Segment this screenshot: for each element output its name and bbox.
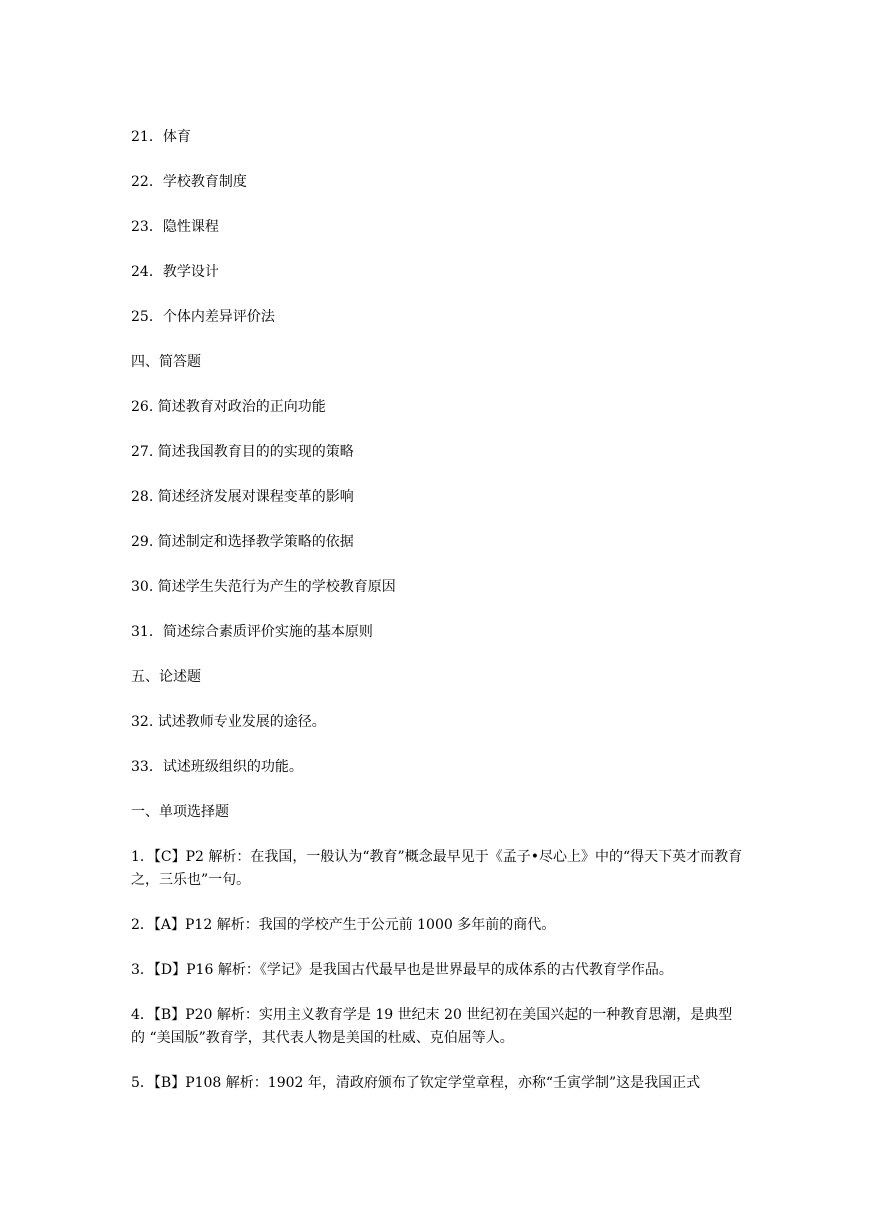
question-33: 33．试述班级组织的功能。 bbox=[131, 759, 303, 775]
question-32: 32. 试述教师专业发展的途径。 bbox=[131, 714, 326, 730]
answer-5: 5．【B】P108 解析：1902 年，清政府颁布了钦定学堂章程，亦称“壬寅学制”这是我国正式 bbox=[131, 1075, 701, 1091]
answer-1: 1．【C】P2 解析：在我国，一般认为“教育”概念最早见于《孟子•尽心上》中的“得天下英才而教育之，三乐也”一句。 bbox=[131, 849, 743, 888]
question-27: 27. 简述我国教育目的的实现的策略 bbox=[131, 444, 354, 460]
answer-3: 3．【D】P16 解析：《学记》是我国古代最早也是世界最早的成体系的古代教育学作品。 bbox=[131, 962, 673, 978]
section-short-answer-heading: 四、简答题 bbox=[131, 354, 201, 370]
question-28: 28. 简述经济发展对课程变革的影响 bbox=[131, 489, 354, 505]
answer-2: 2．【A】P12 解析：我国的学校产生于公元前 1000 多年前的商代。 bbox=[131, 917, 556, 933]
item-25-term: 25．个体内差异评价法 bbox=[131, 309, 275, 325]
question-29: 29. 简述制定和选择教学策略的依据 bbox=[131, 534, 354, 550]
item-24-term: 24．教学设计 bbox=[131, 264, 219, 280]
section-essay-heading: 五、论述题 bbox=[131, 669, 201, 685]
question-30: 30. 简述学生失范行为产生的学校教育原因 bbox=[131, 579, 396, 595]
section-single-choice-heading: 一、单项选择题 bbox=[131, 804, 229, 820]
document-page bbox=[131, 126, 743, 1117]
item-23-term: 23．隐性课程 bbox=[131, 219, 219, 235]
answer-4: 4．【B】P20 解析：实用主义教育学是 19 世纪末 20 世纪初在美国兴起的一种教育思潮，是典型的 “美国版”教育学，其代表人物是美国的杜威、克伯屈等人。 bbox=[131, 1007, 733, 1046]
item-22-term: 22．学校教育制度 bbox=[131, 174, 247, 190]
item-21-term: 21．体育 bbox=[131, 129, 191, 145]
question-31: 31．简述综合素质评价实施的基本原则 bbox=[131, 624, 373, 640]
question-26: 26. 简述教育对政治的正向功能 bbox=[131, 399, 326, 415]
